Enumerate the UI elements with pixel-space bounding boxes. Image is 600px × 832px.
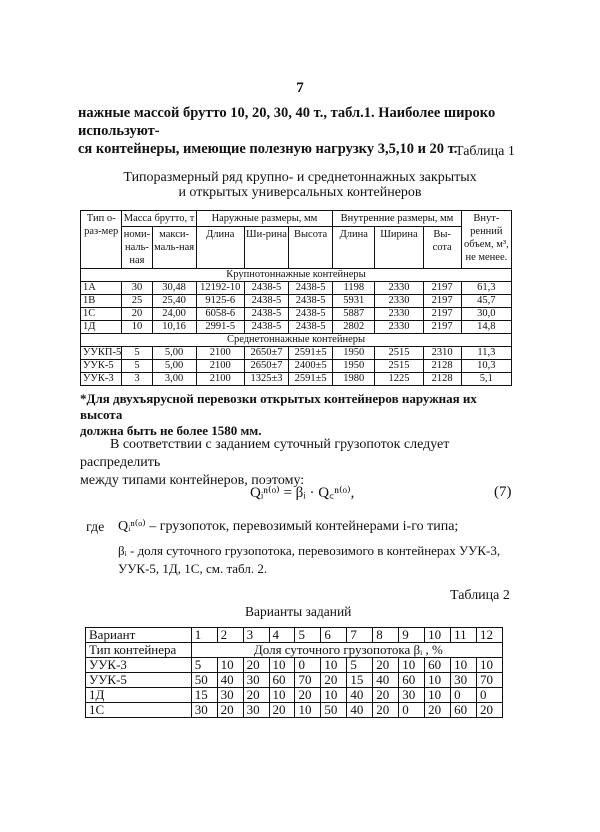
table-cell: 20 xyxy=(217,703,243,718)
table-cell: 2515 xyxy=(375,360,423,373)
table-row xyxy=(86,673,503,688)
table-cell: 1950 xyxy=(333,347,375,360)
table-cell: 2310 xyxy=(423,347,461,360)
table-cell: 2591±5 xyxy=(289,347,333,360)
table-cell: 5887 xyxy=(333,308,375,321)
table-cell: 10 xyxy=(269,658,295,673)
table-cell: 5,00 xyxy=(152,360,196,373)
table-cell: 2100 xyxy=(196,360,244,373)
table-cell: 1325±3 xyxy=(244,373,288,386)
definition-q: Qᵢⁿ⁽ᵒ⁾ – грузопоток, перевозимый контейнерами i-го типа; xyxy=(118,519,459,534)
table-cell: 10 xyxy=(321,688,347,703)
table-cell: 20 xyxy=(122,308,152,321)
formula: Qᵢⁿ⁽ᵒ⁾ = βᵢ · Q꜀ⁿ⁽ᵒ⁾, xyxy=(250,485,355,501)
table-cell: 10,3 xyxy=(461,360,511,373)
table-cell: 1Д xyxy=(81,321,122,334)
paragraph-line: между типами контейнеров, поэтому: xyxy=(80,473,305,488)
table-cell: 45,7 xyxy=(461,295,511,308)
variant-number: 1 xyxy=(191,628,217,643)
variant-number: 4 xyxy=(269,628,295,643)
table-cell: 2128 xyxy=(423,360,461,373)
table-cell: 20 xyxy=(373,688,399,703)
table1-title-line: Типоразмерный ряд крупно- и среднетоннажных закрытых xyxy=(123,170,477,185)
table-cell: 24,00 xyxy=(152,308,196,321)
table-cell: 40 xyxy=(347,688,373,703)
table-cell: 3,00 xyxy=(152,373,196,386)
table-cell: 2100 xyxy=(196,347,244,360)
table-cell: 12192-10 xyxy=(196,282,244,295)
table-cell: 0 xyxy=(477,688,503,703)
table-cell: УУК-3 xyxy=(86,658,192,673)
table-row xyxy=(81,347,512,360)
variant-label: Вариант xyxy=(86,628,192,643)
table-cell: 30 xyxy=(243,673,269,688)
equation-number: (7) xyxy=(494,484,512,500)
table-row xyxy=(81,295,512,308)
table-cell: 0 xyxy=(451,688,477,703)
paragraph-line: В соответствии с заданием суточный грузопоток следует распределить xyxy=(80,437,450,470)
header-volume: Внут-ренний объем, м³, не менее. xyxy=(461,211,511,269)
section-large: Крупнотоннажные контейнеры xyxy=(81,269,512,282)
table-cell: 2438-5 xyxy=(289,295,333,308)
table-cell: 1Д xyxy=(86,688,192,703)
variant-number: 2 xyxy=(217,628,243,643)
table2-label: Таблица 2 xyxy=(450,588,510,603)
table-cell: 10 xyxy=(477,658,503,673)
table-cell: 2330 xyxy=(375,321,423,334)
intro-line: ся контейнеры, имеющие полезную нагрузку 3,5,10 и 20 т. xyxy=(78,141,458,157)
table-cell: 2438-5 xyxy=(289,282,333,295)
header-outer-length: Длина xyxy=(196,227,244,269)
header-inner-length: Длина xyxy=(333,227,375,269)
table-cell: 2438-5 xyxy=(244,308,288,321)
variant-number: 11 xyxy=(451,628,477,643)
table-cell: 1198 xyxy=(333,282,375,295)
table-cell: 50 xyxy=(321,703,347,718)
header-outer-width: Ши-рина xyxy=(244,227,288,269)
variant-number: 12 xyxy=(477,628,503,643)
table-cell: 2197 xyxy=(423,308,461,321)
table-cell: 60 xyxy=(269,673,295,688)
medium-rows xyxy=(81,347,512,386)
type-label: Тип контейнера xyxy=(86,643,192,658)
footnote-line: должна быть не более 1580 мм. xyxy=(80,423,262,438)
table-cell: УУК-5 xyxy=(86,673,192,688)
table-cell: 10 xyxy=(321,658,347,673)
table-cell: 1225 xyxy=(375,373,423,386)
table-cell: 10,16 xyxy=(152,321,196,334)
table-cell: 20 xyxy=(373,703,399,718)
definition-line: βᵢ - доля суточного грузопотока, перевозимого в контейнерах УУК-3, xyxy=(118,543,501,558)
table-row xyxy=(86,703,503,718)
header-inner-width: Ширина xyxy=(375,227,423,269)
variants-table xyxy=(85,627,503,718)
table-cell: 20 xyxy=(295,688,321,703)
table-cell: 5 xyxy=(347,658,373,673)
table-cell: 10 xyxy=(269,688,295,703)
table-cell: 30,48 xyxy=(152,282,196,295)
table-cell: 1950 xyxy=(333,360,375,373)
intro-line: нажные массой брутто 10, 20, 30, 40 т., табл.1. Наиболее широко используют- xyxy=(78,105,496,139)
table-cell: 2197 xyxy=(423,282,461,295)
table-cell: 5 xyxy=(122,347,152,360)
footnote-line: *Для двухъярусной перевозки открытых контейнеров наружная их высота xyxy=(80,391,477,422)
table-cell: 40 xyxy=(217,673,243,688)
table-cell: 1С xyxy=(86,703,192,718)
table-cell: 2330 xyxy=(375,282,423,295)
table-cell: 10 xyxy=(399,658,425,673)
table-cell: УУК-3 xyxy=(81,373,122,386)
table-cell: 30 xyxy=(399,688,425,703)
header-outer-height: Высота xyxy=(289,227,333,269)
table-cell: УУКП-5 xyxy=(81,347,122,360)
table-cell: 10 xyxy=(425,688,451,703)
page-number: 7 xyxy=(296,80,304,96)
variant-number: 5 xyxy=(295,628,321,643)
header-outer: Наружные размеры, мм xyxy=(196,211,333,227)
table-cell: 50 xyxy=(191,673,217,688)
table-cell: 2438-5 xyxy=(244,321,288,334)
table1-footnote xyxy=(80,391,520,439)
table-row xyxy=(81,373,512,386)
table-cell: 10 xyxy=(451,658,477,673)
table-cell: 25 xyxy=(122,295,152,308)
table-row xyxy=(86,658,503,673)
table-cell: 70 xyxy=(295,673,321,688)
table-cell: 2100 xyxy=(196,373,244,386)
definition-line: УУК-5, 1Д, 1С, см. табл. 2. xyxy=(118,561,268,576)
variant-number: 8 xyxy=(373,628,399,643)
table-cell: 1В xyxy=(81,295,122,308)
table-cell: 10 xyxy=(122,321,152,334)
table-cell: 20 xyxy=(243,658,269,673)
table-cell: 10 xyxy=(425,673,451,688)
variant-rows xyxy=(86,658,503,718)
table-cell: 2400±5 xyxy=(289,360,333,373)
table-cell: 25,40 xyxy=(152,295,196,308)
container-sizes-table xyxy=(80,210,512,386)
table-cell: 20 xyxy=(425,703,451,718)
table-cell: 20 xyxy=(321,673,347,688)
table-cell: 5 xyxy=(191,658,217,673)
large-rows xyxy=(81,282,512,334)
table-cell: 60 xyxy=(451,703,477,718)
table-cell: 5,00 xyxy=(152,347,196,360)
table-cell: 5931 xyxy=(333,295,375,308)
section-medium: Среднетоннажные контейнеры xyxy=(81,334,512,347)
table-cell: 2650±7 xyxy=(244,360,288,373)
table-cell: 30 xyxy=(217,688,243,703)
table-cell: 20 xyxy=(373,658,399,673)
variant-number: 6 xyxy=(321,628,347,643)
table-cell: 1980 xyxy=(333,373,375,386)
table-cell: 30 xyxy=(243,703,269,718)
table-cell: 1С xyxy=(81,308,122,321)
table-cell: 11,3 xyxy=(461,347,511,360)
table-row xyxy=(81,321,512,334)
variant-number: 7 xyxy=(347,628,373,643)
header-mass: Масса брутто, т xyxy=(122,211,196,227)
table-cell: 40 xyxy=(347,703,373,718)
table-cell: 2438-5 xyxy=(244,295,288,308)
table-cell: 70 xyxy=(477,673,503,688)
table-cell: 60 xyxy=(425,658,451,673)
header-mass-nominal: номи-наль-ная xyxy=(122,227,152,269)
table-cell: 0 xyxy=(295,658,321,673)
variant-number: 10 xyxy=(425,628,451,643)
table-cell: 2197 xyxy=(423,321,461,334)
table-row xyxy=(81,282,512,295)
table-cell: 0 xyxy=(399,703,425,718)
header-mass-max: макси-маль-ная xyxy=(152,227,196,269)
share-label: Доля суточного грузопотока βᵢ , % xyxy=(191,643,502,658)
table1-label: Таблица 1 xyxy=(455,144,515,159)
table-row xyxy=(81,308,512,321)
table-cell: 2802 xyxy=(333,321,375,334)
table-cell: 10 xyxy=(295,703,321,718)
header-inner-height: Вы-сота xyxy=(423,227,461,269)
table-cell: 40 xyxy=(373,673,399,688)
table-cell: 15 xyxy=(347,673,373,688)
definition-beta xyxy=(118,542,538,578)
where-label: где xyxy=(86,520,105,535)
table-cell: 2438-5 xyxy=(244,282,288,295)
header-type: Тип о-раз-мер xyxy=(81,211,122,269)
table-cell: 2591±5 xyxy=(289,373,333,386)
table-cell: 6058-6 xyxy=(196,308,244,321)
header-inner: Внутренние размеры, мм xyxy=(333,211,462,227)
table-cell: 2330 xyxy=(375,295,423,308)
table-cell: 1А xyxy=(81,282,122,295)
table-cell: 5 xyxy=(122,360,152,373)
variant-number: 3 xyxy=(243,628,269,643)
table-row xyxy=(81,360,512,373)
table-cell: 20 xyxy=(269,703,295,718)
table-cell: 30 xyxy=(451,673,477,688)
table-cell: 2438-5 xyxy=(289,308,333,321)
table-cell: 2991-5 xyxy=(196,321,244,334)
table-cell: 2438-5 xyxy=(289,321,333,334)
table-cell: 60 xyxy=(399,673,425,688)
table-cell: 30 xyxy=(122,282,152,295)
table-cell: 2650±7 xyxy=(244,347,288,360)
table-cell: 10 xyxy=(217,658,243,673)
table-cell: 20 xyxy=(243,688,269,703)
table1-title-line: и открытых универсальных контейнеров xyxy=(178,185,422,200)
table-cell: 30,0 xyxy=(461,308,511,321)
table-cell: 14,8 xyxy=(461,321,511,334)
table2-title: Варианты заданий xyxy=(245,604,352,619)
table-cell: 5,1 xyxy=(461,373,511,386)
table-cell: 61,3 xyxy=(461,282,511,295)
table-row xyxy=(86,688,503,703)
table-cell: 2330 xyxy=(375,308,423,321)
table-cell: 30 xyxy=(191,703,217,718)
variant-number: 9 xyxy=(399,628,425,643)
table-cell: 2515 xyxy=(375,347,423,360)
table-cell: 20 xyxy=(477,703,503,718)
table1-title xyxy=(100,170,500,200)
table-cell: 15 xyxy=(191,688,217,703)
table-cell: УУК-5 xyxy=(81,360,122,373)
table-cell: 2128 xyxy=(423,373,461,386)
table-cell: 9125-6 xyxy=(196,295,244,308)
table-cell: 3 xyxy=(122,373,152,386)
table-cell: 2197 xyxy=(423,295,461,308)
